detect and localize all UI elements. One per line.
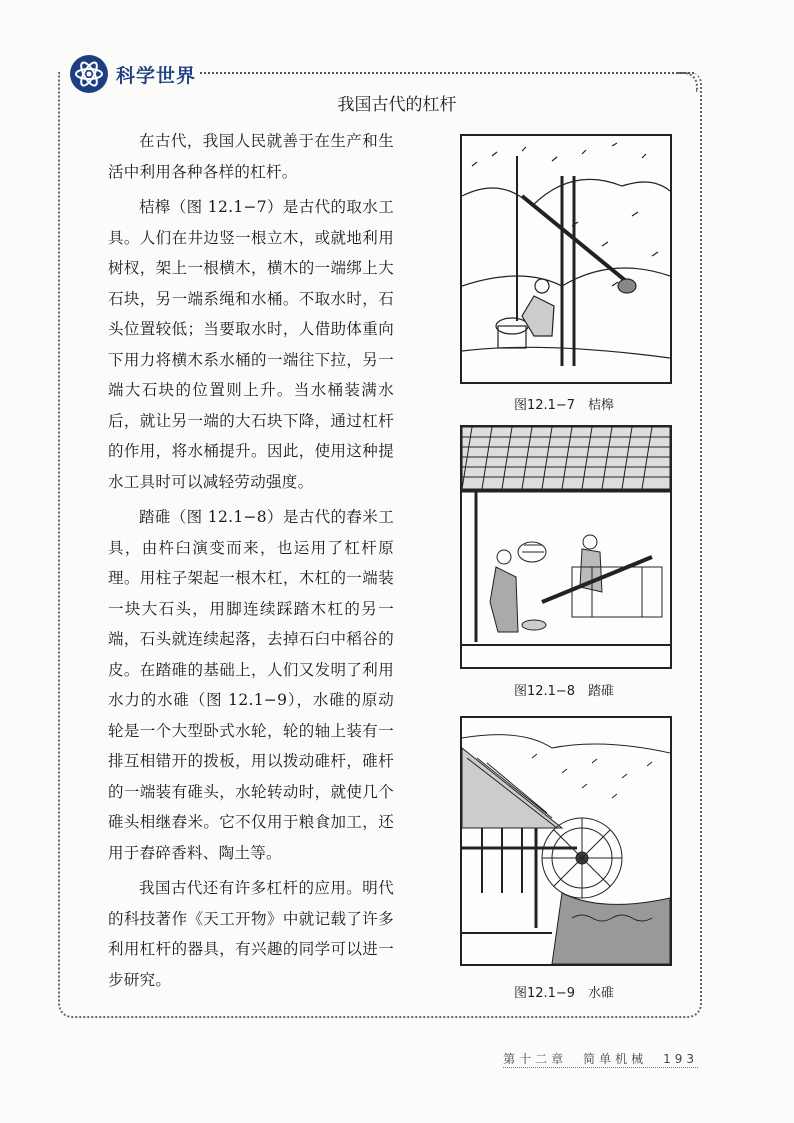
figure-caption: 图12.1−8 踏碓 (513, 684, 615, 699)
article-title: 我国古代的杠杆 (337, 95, 457, 115)
page-footer: 第十二章 简单机械 193 (503, 1052, 698, 1066)
article-body (108, 126, 394, 1000)
well-sweep-illustration (460, 134, 672, 384)
section-title: 科学世界 (116, 64, 197, 87)
paragraph-conclusion: 我国古代还有许多杠杆的应用。明代的科技著作《天工开物》中就记载了许多利用杠杆的器具，有兴趣的同学可以进一步研究。 (108, 879, 394, 989)
paragraph-well-sweep: 桔槔（图 12.1−7）是古代的取水工具。人们在井边竖一根立木，或就地利用树杈，架上一根横木，横木的一端绑上大石块，另一端系绳和水桶。不取水时，石头位置较低；当要取水时，人借助体重向下用力将横木系水桶的一端往下拉，另一端大石块的位置则上升。当水桶装满水后，就让另一端的大石块下降，通过杠杆的作用，将水桶提升。因此，使用这种提水工具时可以减轻劳动强度。 (108, 198, 394, 491)
paragraph-treadle-pestle: 踏碓（图 12.1−8）是古代的舂米工具，由杵臼演变而来，也运用了杠杆原理。用柱子架起一根木杠，木杠的一端装一块大石头，用脚连续踩踏木杠的另一端，石头就连续起落，去掉石臼中稻谷的皮。在踏碓的基础上，人们又发明了利用水力的水碓（图 12.1−9），水碓的原动轮是一个大型卧式水轮，轮的轴上装有一排互相错开的拨板，用以拨动碓杆，碓杆的一端装有碓头，水轮转动时，就使几个碓头相继舂米。它不仅用于粮食加工，还用于舂碎香料、陶土等。 (108, 508, 394, 862)
water-pestle-illustration (460, 716, 672, 966)
paragraph-intro: 在古代，我国人民就善于在生产和生活中利用各种各样的杠杆。 (108, 132, 394, 181)
treadle-pestle-illustration (460, 425, 672, 669)
figure-caption: 图12.1−7 桔槔 (513, 398, 615, 413)
figure-caption: 图12.1−9 水碓 (513, 986, 615, 1001)
